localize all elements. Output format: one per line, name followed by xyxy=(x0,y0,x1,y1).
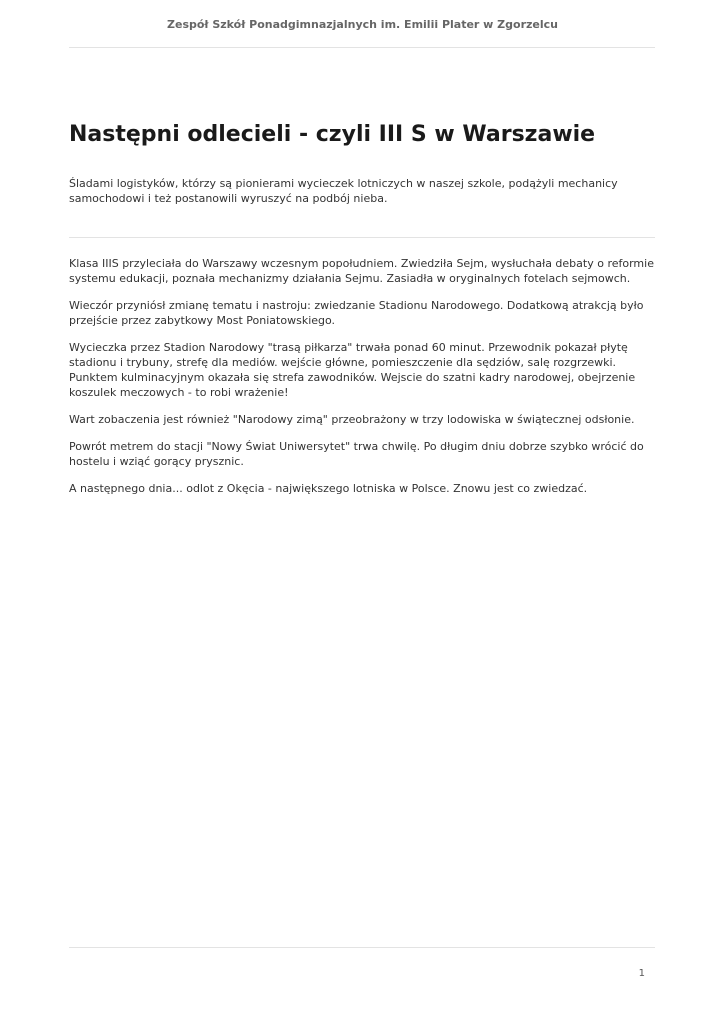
body-paragraph: Klasa IIIS przyleciała do Warszawy wczesnym popołudniem. Zwiedziła Sejm, wysłuchała debaty o reformie systemu edukacji, poznała mechanizmy działania Sejmu. Zasiadła w oryginalnych fotelach sejmowch. xyxy=(69,257,654,285)
footer-divider xyxy=(69,947,655,948)
page-number: 1 xyxy=(638,968,645,979)
body-paragraph: Wycieczka przez Stadion Narodowy "trasą piłkarza" trwała ponad 60 minut. Przewodnik pokazał płytę stadionu i trybuny, strefę dla mediów. wejście główne, pomieszczenie dla sędziów, salę rozgrzewki. Punktem kulminacyjnym okazała się strefa zawodników. Wejscie do szatni kadry narodowej, obejrzenie koszulek meczowych - to robi wrażenie! xyxy=(69,341,636,399)
header-divider xyxy=(69,47,655,48)
body-paragraph: A następnego dnia... odlot z Okęcia - największego lotniska w Polsce. Znowu jest co zwiedzać. xyxy=(69,482,588,495)
page-header: Zespół Szkół Ponadgimnazjalnych im. Emilii Plater w Zgorzelcu xyxy=(167,18,558,31)
lead-divider xyxy=(69,237,655,238)
article-lead: Śladami logistyków, którzy są pionierami wycieczek lotniczych w naszej szkole, podążyli mechanicy samochodowi i też postanowili wyruszyć na podbój nieba. xyxy=(69,177,618,205)
body-paragraph: Powrót metrem do stacji "Nowy Świat Uniwersytet" trwa chwilę. Po długim dniu dobrze szybko wrócić do hostelu i wziąć gorący prysznic. xyxy=(69,440,644,468)
article-body xyxy=(69,256,659,508)
body-paragraph: Wart zobaczenia jest również "Narodowy zimą" przeobrażony w trzy lodowiska w świątecznej odsłonie. xyxy=(69,413,635,426)
article-title: Następni odlecieli - czyli III S w Warszawie xyxy=(69,122,596,147)
body-paragraph: Wieczór przyniósł zmianę tematu i nastroju: zwiedzanie Stadionu Narodowego. Dodatkową atrakcją było przejście przez zabytkowy Most Poniatowskiego. xyxy=(69,299,644,327)
